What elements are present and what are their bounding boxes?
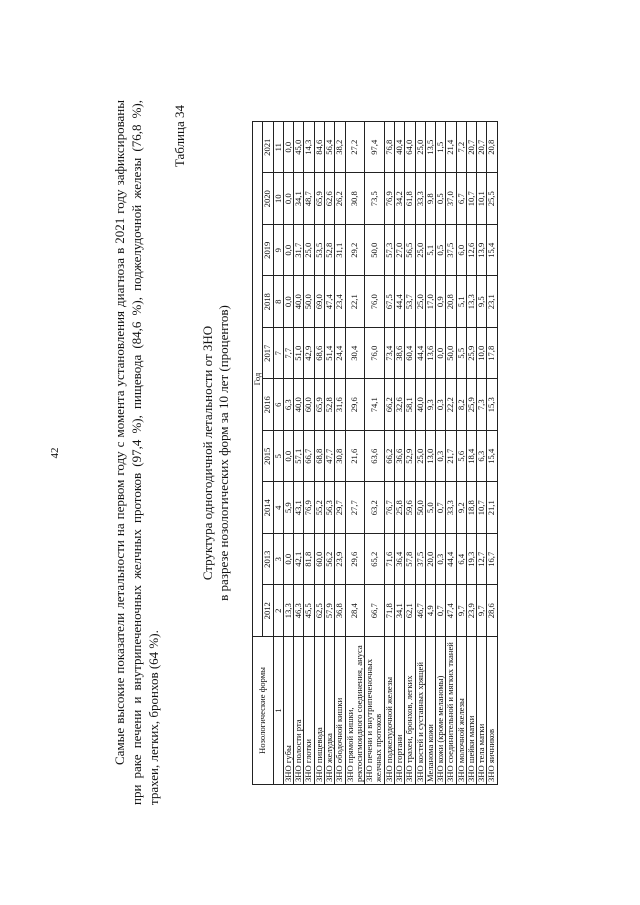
mortality-value: 22,1 [345, 276, 365, 328]
mortality-value: 57,9 [324, 585, 334, 637]
mortality-value: 0,3 [436, 431, 446, 483]
mortality-value: 36,6 [394, 431, 404, 483]
mortality-value: 47,4 [446, 585, 456, 637]
mortality-value: 9,8 [425, 173, 435, 225]
mortality-value: 0,0 [283, 122, 293, 174]
mortality-value: 40,4 [394, 122, 404, 174]
mortality-table [252, 121, 498, 785]
mortality-value: 51,0 [294, 328, 304, 380]
mortality-value: 32,6 [394, 379, 404, 431]
mortality-value: 25,0 [415, 122, 425, 174]
mortality-value: 10,1 [477, 173, 487, 225]
nosology-name: ЗНО кожи (кроме меланомы) [436, 637, 446, 785]
mortality-value: 5,1 [425, 225, 435, 277]
mortality-value: 51,4 [324, 328, 334, 380]
mortality-value: 6,3 [477, 431, 487, 483]
table-row [477, 122, 487, 785]
mortality-value: 81,8 [304, 534, 314, 586]
mortality-value: 21,7 [446, 431, 456, 483]
column-index: 7 [273, 328, 283, 380]
table-row [466, 122, 476, 785]
mortality-value: 20,8 [446, 276, 456, 328]
table-row [324, 122, 334, 785]
mortality-value: 44,4 [394, 276, 404, 328]
column-index: 4 [273, 482, 283, 534]
column-index: 2 [273, 585, 283, 637]
mortality-value: 6,0 [456, 225, 466, 277]
mortality-value: 0,0 [283, 431, 293, 483]
mortality-value: 23,9 [335, 534, 345, 586]
mortality-value: 9,2 [456, 482, 466, 534]
table-row [425, 122, 435, 785]
mortality-value: 12,7 [477, 534, 487, 586]
mortality-value: 63,2 [365, 482, 385, 534]
mortality-value: 76,0 [365, 276, 385, 328]
nosology-name: ЗНО прямой кишки, ректосигмоидного соединения, ануса [345, 637, 365, 785]
mortality-value: 74,1 [365, 379, 385, 431]
nosology-name: ЗНО глотки [304, 637, 314, 785]
column-index: 5 [273, 431, 283, 483]
mortality-value: 30,8 [345, 173, 365, 225]
mortality-value: 42,9 [304, 328, 314, 380]
mortality-value: 65,2 [365, 534, 385, 586]
table-row [335, 122, 345, 785]
mortality-value: 21,4 [446, 122, 456, 174]
mortality-value: 18,8 [466, 482, 476, 534]
mortality-value: 21,6 [345, 431, 365, 483]
mortality-value: 7,3 [477, 379, 487, 431]
mortality-value: 36,8 [335, 585, 345, 637]
year-header: 2013 [263, 534, 273, 586]
nosology-header: Нозологические формы [253, 637, 274, 785]
mortality-value: 29,2 [345, 225, 365, 277]
mortality-value: 9,5 [477, 276, 487, 328]
mortality-value: 30,8 [335, 431, 345, 483]
mortality-value: 71,6 [384, 534, 394, 586]
mortality-value: 5,1 [456, 276, 466, 328]
mortality-value: 34,2 [394, 173, 404, 225]
mortality-value: 56,4 [324, 122, 334, 174]
mortality-value: 65,9 [314, 379, 324, 431]
mortality-value: 25,5 [487, 173, 497, 225]
table-row [365, 122, 385, 785]
mortality-value: 56,5 [405, 225, 415, 277]
nosology-name: ЗНО печени и внутрипеченочных желчных протоков [365, 637, 385, 785]
mortality-value: 13,9 [477, 225, 487, 277]
table-row [394, 122, 404, 785]
header-row-index [273, 122, 283, 785]
mortality-value: 0,0 [283, 276, 293, 328]
mortality-value: 9,7 [456, 585, 466, 637]
table-row [456, 122, 466, 785]
column-index: 8 [273, 276, 283, 328]
mortality-value: 58,1 [405, 379, 415, 431]
mortality-value: 37,0 [446, 173, 456, 225]
mortality-value: 62,6 [324, 173, 334, 225]
year-group-header: Год [253, 122, 263, 637]
mortality-value: 50,0 [446, 328, 456, 380]
mortality-value: 33,3 [415, 173, 425, 225]
mortality-value: 55,2 [314, 482, 324, 534]
nosology-name: ЗНО трахеи, бронхов, легких [405, 637, 415, 785]
caption-line-2: в разрезе нозологических форм за 10 лет (процентов) [216, 305, 231, 601]
column-index: 11 [273, 122, 283, 174]
mortality-value: 0,9 [436, 276, 446, 328]
nosology-name: ЗНО соединительной и мягких тканей [446, 637, 456, 785]
mortality-value: 25,9 [466, 328, 476, 380]
mortality-value: 97,4 [365, 122, 385, 174]
mortality-value: 37,5 [446, 225, 456, 277]
mortality-value: 13,0 [425, 431, 435, 483]
mortality-value: 19,3 [466, 534, 476, 586]
mortality-value: 10,7 [477, 482, 487, 534]
mortality-value: 31,7 [294, 225, 304, 277]
mortality-value: 15,4 [487, 431, 497, 483]
table-number: Таблица 34 [172, 105, 187, 168]
table-row [304, 122, 314, 785]
mortality-value: 25,0 [415, 276, 425, 328]
mortality-value: 20,0 [425, 534, 435, 586]
mortality-value: 40,0 [294, 379, 304, 431]
nosology-name: Меланома кожи [425, 637, 435, 785]
mortality-value: 7,7 [283, 328, 293, 380]
year-header: 2015 [263, 431, 273, 483]
year-header: 2021 [263, 122, 273, 174]
mortality-value: 5,5 [456, 328, 466, 380]
mortality-value: 66,2 [384, 379, 394, 431]
mortality-value: 44,4 [415, 328, 425, 380]
mortality-value: 0,0 [283, 534, 293, 586]
mortality-value: 50,0 [304, 276, 314, 328]
mortality-value: 12,6 [466, 225, 476, 277]
mortality-value: 21,1 [487, 482, 497, 534]
mortality-value: 28,6 [487, 585, 497, 637]
mortality-value: 56,2 [324, 534, 334, 586]
mortality-value: 76,9 [384, 173, 394, 225]
mortality-value: 44,4 [446, 534, 456, 586]
column-index: 6 [273, 379, 283, 431]
mortality-value: 20,7 [477, 122, 487, 174]
table-row [314, 122, 324, 785]
mortality-value: 64,0 [405, 122, 415, 174]
mortality-value: 1,5 [436, 122, 446, 174]
mortality-value: 17,8 [487, 328, 497, 380]
nosology-name: ЗНО тела матки [477, 637, 487, 785]
mortality-value: 76,0 [365, 328, 385, 380]
mortality-value: 47,4 [324, 276, 334, 328]
mortality-value: 66,2 [384, 431, 394, 483]
mortality-value: 63,6 [365, 431, 385, 483]
mortality-value: 40,0 [415, 379, 425, 431]
mortality-value: 14,3 [304, 122, 314, 174]
mortality-value: 37,5 [415, 534, 425, 586]
mortality-value: 52,8 [324, 379, 334, 431]
mortality-value: 29,6 [345, 379, 365, 431]
nosology-name: ЗНО костей и суставных хрящей [415, 637, 425, 785]
mortality-value: 29,7 [335, 482, 345, 534]
table-row [436, 122, 446, 785]
nosology-name: ЗНО полости рта [294, 637, 304, 785]
mortality-value: 18,4 [466, 431, 476, 483]
mortality-value: 15,4 [487, 225, 497, 277]
mortality-value: 38,2 [335, 122, 345, 174]
mortality-value: 68,6 [314, 328, 324, 380]
mortality-value: 0,5 [436, 225, 446, 277]
mortality-value: 13,6 [425, 328, 435, 380]
year-header: 2014 [263, 482, 273, 534]
mortality-value: 6,4 [456, 534, 466, 586]
column-index: 9 [273, 225, 283, 277]
table-row [294, 122, 304, 785]
mortality-table-container [252, 121, 498, 785]
mortality-value: 50,0 [365, 225, 385, 277]
mortality-value: 26,2 [335, 173, 345, 225]
nosology-name: ЗНО яичников [487, 637, 497, 785]
mortality-value: 67,5 [384, 276, 394, 328]
nosology-name: ЗНО ободочной кишки [335, 637, 345, 785]
mortality-value: 25,8 [394, 482, 404, 534]
year-header: 2017 [263, 328, 273, 380]
mortality-value: 22,2 [446, 379, 456, 431]
mortality-value: 8,2 [456, 379, 466, 431]
mortality-value: 6,7 [456, 173, 466, 225]
mortality-value: 9,7 [477, 585, 487, 637]
mortality-value: 27,7 [345, 482, 365, 534]
mortality-value: 57,3 [384, 225, 394, 277]
mortality-value: 66,7 [365, 585, 385, 637]
nosology-name: ЗНО гортани [394, 637, 404, 785]
mortality-value: 25,0 [415, 225, 425, 277]
mortality-value: 36,4 [394, 534, 404, 586]
page-number: 42 [49, 447, 61, 459]
mortality-value: 69,0 [314, 276, 324, 328]
mortality-value: 23,9 [466, 585, 476, 637]
mortality-value: 50,0 [415, 482, 425, 534]
mortality-value: 42,1 [294, 534, 304, 586]
mortality-value: 48,7 [304, 173, 314, 225]
header-row-group [253, 122, 263, 785]
mortality-value: 23,1 [487, 276, 497, 328]
column-index: 10 [273, 173, 283, 225]
mortality-value: 25,0 [415, 431, 425, 483]
mortality-value: 76,8 [384, 122, 394, 174]
table-caption [200, 121, 232, 785]
table-row [415, 122, 425, 785]
mortality-value: 24,4 [335, 328, 345, 380]
year-header: 2012 [263, 585, 273, 637]
mortality-value: 52,8 [324, 225, 334, 277]
mortality-value: 84,6 [314, 122, 324, 174]
mortality-value: 0,0 [436, 328, 446, 380]
mortality-value: 31,1 [335, 225, 345, 277]
table-row [487, 122, 497, 785]
intro-paragraph: Самые высокие показатели летальности на первом году с момента установления диагноза в 2021 году зафиксированы при раке печени и внутрипеченочных желчных протоков (97,4 %), пищевода (84,6 %), поджелудочной железы (76,8 %), трахеи, легких, бронхов (64 %). [112, 100, 161, 805]
mortality-value: 52,9 [405, 431, 415, 483]
mortality-value: 0,0 [283, 173, 293, 225]
table-row [446, 122, 456, 785]
mortality-value: 10,0 [477, 328, 487, 380]
mortality-value: 17,0 [425, 276, 435, 328]
nosology-name: ЗНО губы [283, 637, 293, 785]
mortality-value: 73,5 [365, 173, 385, 225]
mortality-value: 76,7 [384, 482, 394, 534]
mortality-value: 28,4 [345, 585, 365, 637]
mortality-value: 57,8 [405, 534, 415, 586]
year-header: 2018 [263, 276, 273, 328]
mortality-value: 30,4 [345, 328, 365, 380]
mortality-value: 76,9 [304, 482, 314, 534]
mortality-value: 20,7 [466, 122, 476, 174]
mortality-value: 31,6 [335, 379, 345, 431]
mortality-value: 6,3 [283, 379, 293, 431]
mortality-value: 7,2 [456, 122, 466, 174]
mortality-value: 43,1 [294, 482, 304, 534]
mortality-value: 61,8 [405, 173, 415, 225]
mortality-value: 5,6 [456, 431, 466, 483]
mortality-value: 0,3 [436, 379, 446, 431]
mortality-value: 0,7 [436, 482, 446, 534]
nosology-name: ЗНО пищевода [314, 637, 324, 785]
caption-line-1: Структура одногодичной летальности от ЗНО [200, 325, 215, 581]
mortality-value: 71,8 [384, 585, 394, 637]
mortality-value: 57,1 [294, 431, 304, 483]
column-index: 1 [273, 637, 283, 785]
nosology-name: ЗНО желудка [324, 637, 334, 785]
nosology-name: ЗНО поджелудочной железы [384, 637, 394, 785]
mortality-value: 33,3 [446, 482, 456, 534]
table-row [405, 122, 415, 785]
mortality-value: 59,6 [405, 482, 415, 534]
mortality-value: 13,3 [466, 276, 476, 328]
mortality-value: 0,3 [436, 534, 446, 586]
mortality-value: 53,5 [314, 225, 324, 277]
nosology-name: ЗНО молочной железы [456, 637, 466, 785]
mortality-value: 38,6 [394, 328, 404, 380]
table-row [283, 122, 293, 785]
mortality-value: 45,0 [294, 122, 304, 174]
mortality-value: 34,1 [294, 173, 304, 225]
mortality-value: 73,4 [384, 328, 394, 380]
mortality-value: 53,7 [405, 276, 415, 328]
mortality-value: 40,0 [294, 276, 304, 328]
table-row [384, 122, 394, 785]
mortality-value: 29,6 [345, 534, 365, 586]
mortality-value: 65,9 [314, 173, 324, 225]
mortality-value: 13,5 [425, 122, 435, 174]
mortality-value: 13,3 [283, 585, 293, 637]
mortality-value: 23,4 [335, 276, 345, 328]
mortality-value: 15,3 [487, 379, 497, 431]
year-header: 2016 [263, 379, 273, 431]
mortality-value: 62,5 [314, 585, 324, 637]
mortality-value: 4,9 [425, 585, 435, 637]
mortality-value: 25,0 [304, 225, 314, 277]
mortality-value: 0,0 [283, 225, 293, 277]
mortality-value: 16,7 [487, 534, 497, 586]
mortality-value: 68,8 [314, 431, 324, 483]
year-header: 2020 [263, 173, 273, 225]
mortality-value: 46,3 [294, 585, 304, 637]
mortality-value: 25,9 [466, 379, 476, 431]
mortality-value: 56,3 [324, 482, 334, 534]
mortality-value: 27,0 [394, 225, 404, 277]
mortality-value: 60,0 [314, 534, 324, 586]
mortality-value: 5,9 [283, 482, 293, 534]
table-row [345, 122, 365, 785]
mortality-value: 46,7 [415, 585, 425, 637]
mortality-value: 0,5 [436, 173, 446, 225]
mortality-value: 45,5 [304, 585, 314, 637]
mortality-value: 47,7 [324, 431, 334, 483]
year-header: 2019 [263, 225, 273, 277]
mortality-value: 60,4 [405, 328, 415, 380]
mortality-value: 60,0 [304, 379, 314, 431]
mortality-value: 5,0 [425, 482, 435, 534]
nosology-name: ЗНО шейки матки [466, 637, 476, 785]
mortality-value: 66,7 [304, 431, 314, 483]
mortality-value: 62,1 [405, 585, 415, 637]
mortality-value: 27,2 [345, 122, 365, 174]
column-index: 3 [273, 534, 283, 586]
mortality-value: 9,3 [425, 379, 435, 431]
mortality-value: 10,7 [466, 173, 476, 225]
mortality-value: 0,7 [436, 585, 446, 637]
mortality-value: 34,1 [394, 585, 404, 637]
mortality-value: 20,8 [487, 122, 497, 174]
